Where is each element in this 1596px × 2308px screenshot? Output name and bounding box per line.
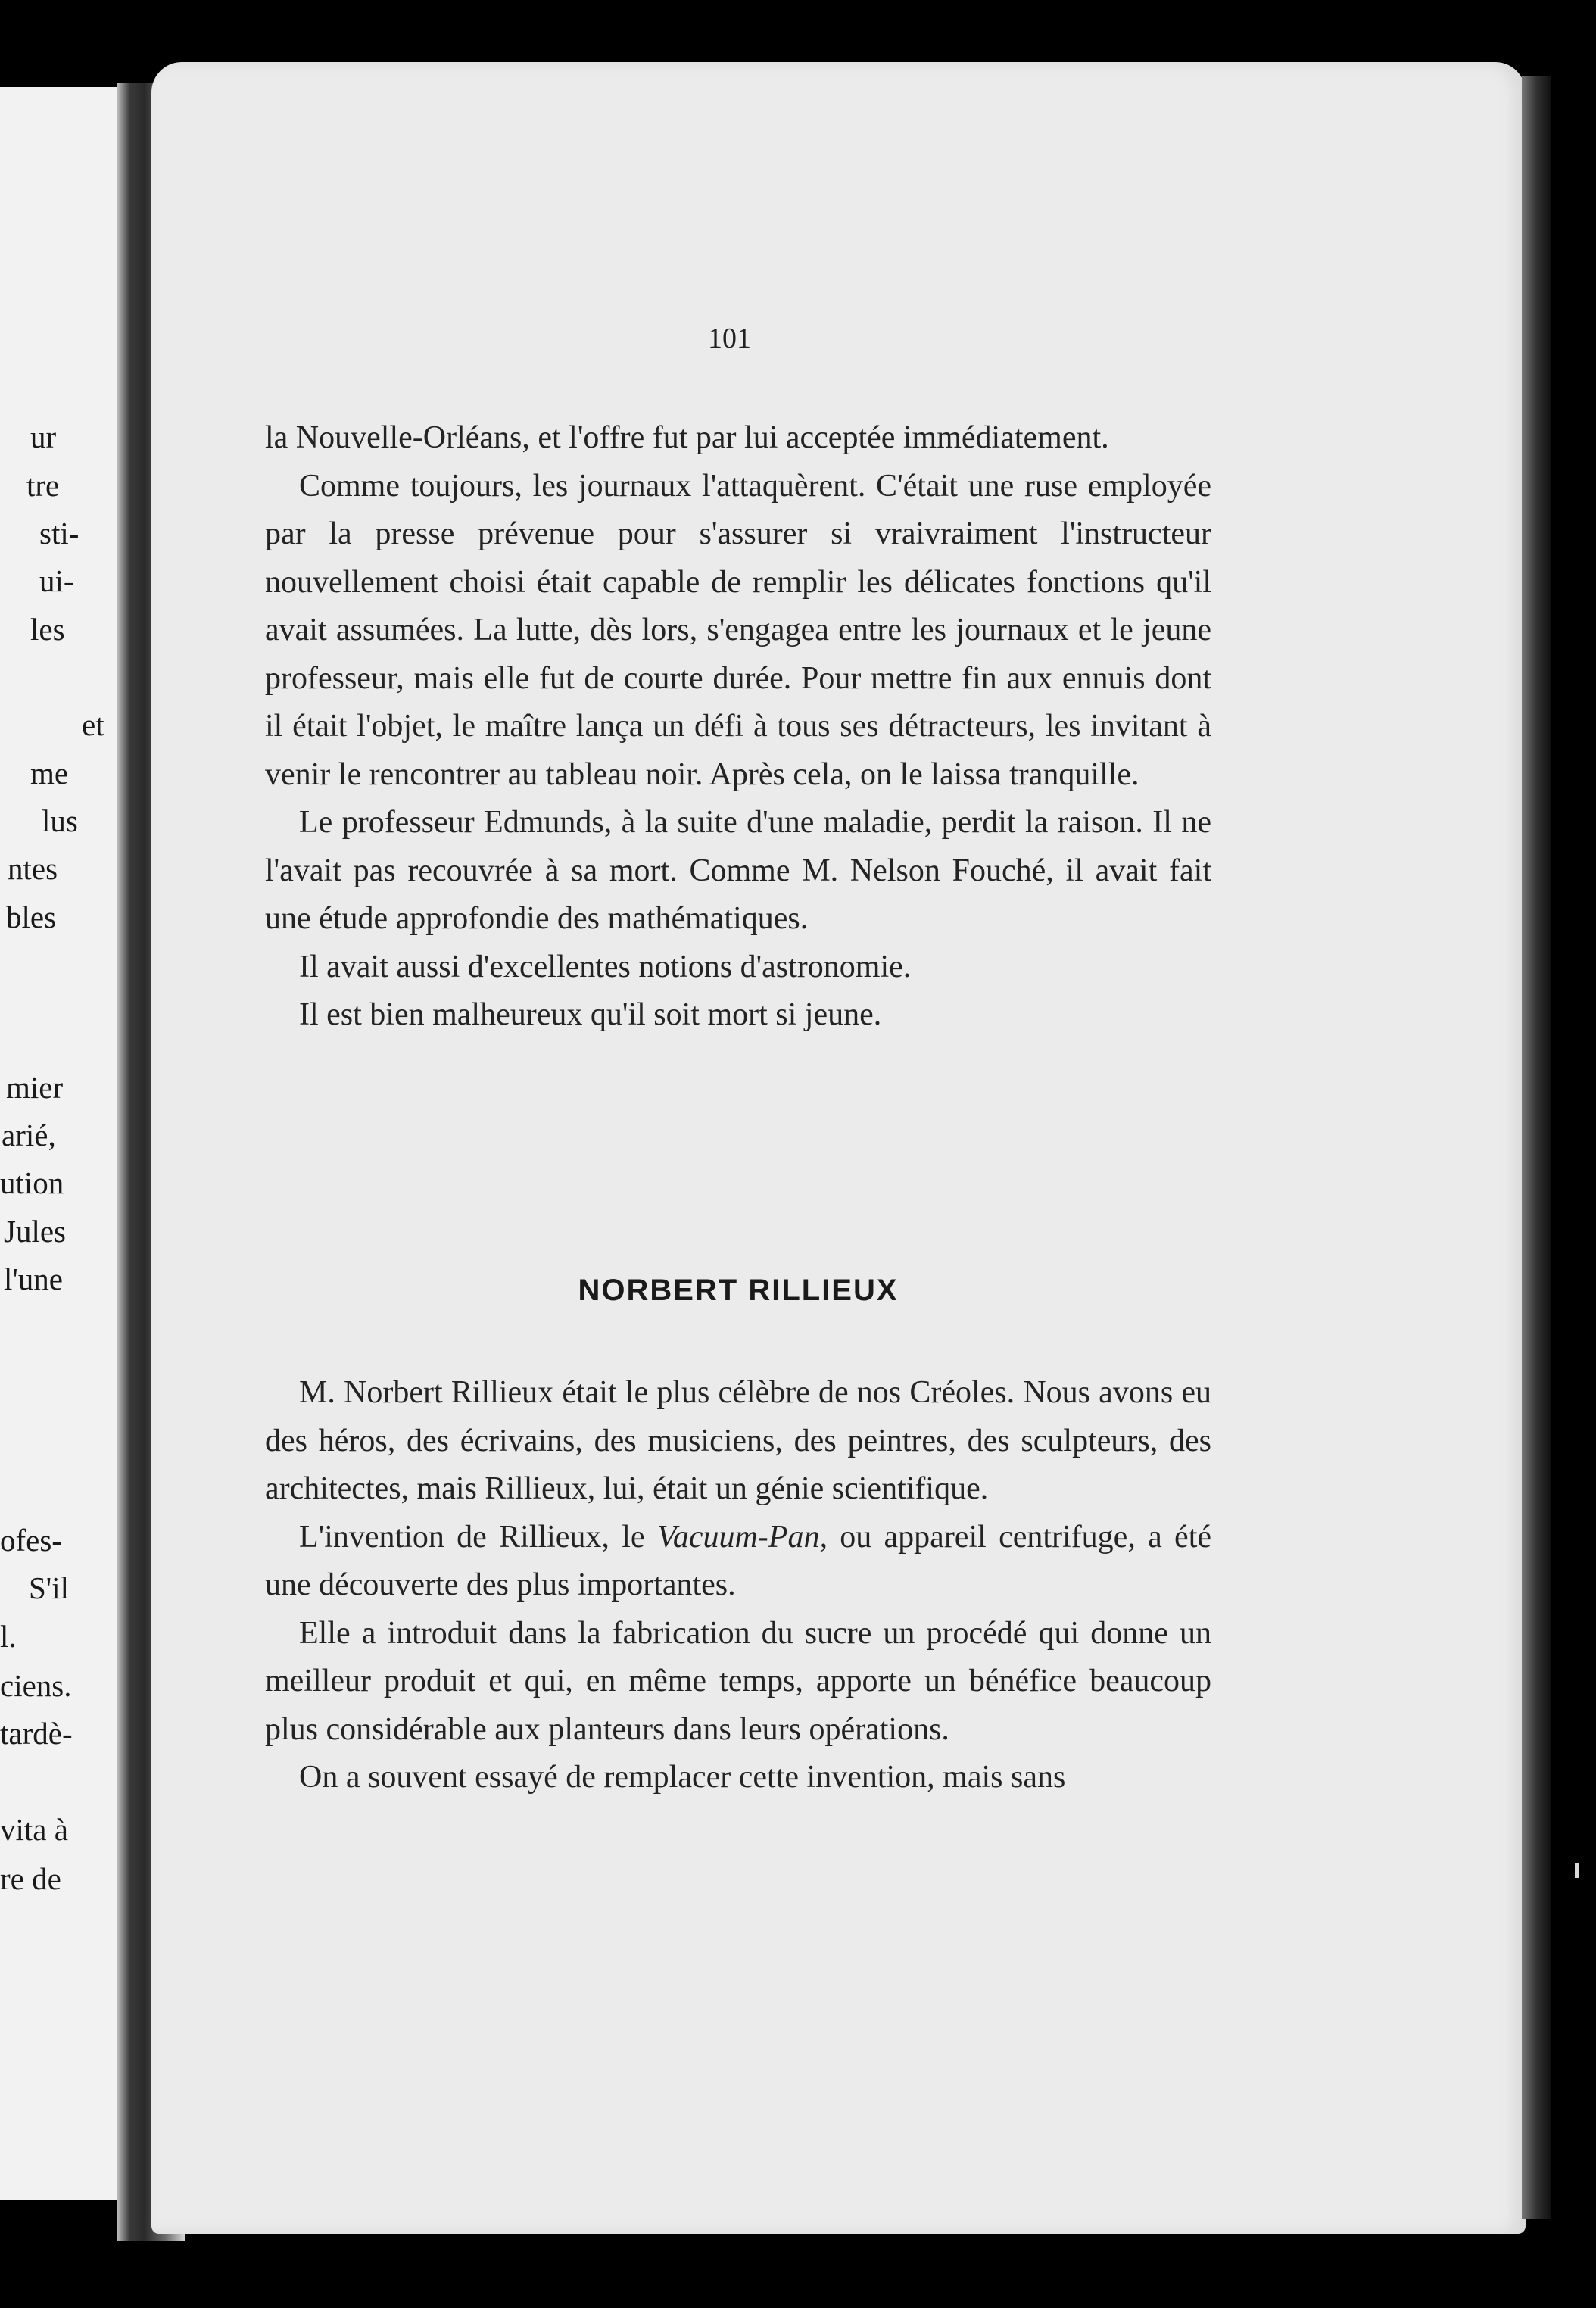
paragraph: On a souvent essayé de remplacer cette invention, mais sans [299, 1760, 1066, 1795]
left-page-fragment: ofes- [0, 1523, 62, 1558]
left-page-fragment: S'il [29, 1570, 69, 1605]
left-page-fragment: sti- [39, 516, 79, 550]
left-page-fragment: Jules [4, 1214, 66, 1249]
left-page-edge [0, 87, 132, 2200]
section-continuation [265, 414, 1211, 1040]
invention-name: Vacuum-Pan, [656, 1519, 828, 1555]
left-page-fragment: ution [0, 1165, 64, 1200]
left-page-fragment: et [82, 707, 104, 742]
right-page [151, 62, 1526, 2234]
paragraph [265, 1514, 1211, 1610]
left-page-fragment: me [30, 756, 69, 791]
left-page-fragment: tre [26, 468, 60, 503]
left-page-fragment: ciens. [0, 1668, 72, 1703]
left-page-fragment: arié, [2, 1118, 56, 1152]
left-page-fragment: lus [42, 803, 78, 838]
paragraph: Elle a introduit dans la fabrication du sucre un procédé qui donne un meilleur produit et qui, en même temps, apporte un bénéfice beaucoup plus considérable aux planteurs dans leurs opérations. [265, 1615, 1211, 1747]
left-page-fragment: mier [6, 1070, 64, 1105]
paragraph: Comme toujours, les journaux l'attaquèrent. C'était une ruse employée par la presse prévenue pour s'assurer si vraivraiment l'instructeur nouvellement choisi était capable de remplir les délicates fonctions qu'il avait assumées. La lutte, dès lors, s'engagea entre les journaux et le jeune professeur, mais elle fut de courte durée. Pour mettre fin aux ennuis dont il était l'objet, le maître lança un défi à tous ses détracteurs, les invitant à venir le rencontrer au tableau noir. Après cela, on le laissa tranquille. [265, 468, 1211, 792]
paragraph: M. Norbert Rillieux était le plus célèbre de nos Créoles. Nous avons eu des héros, des écrivains, des musiciens, des peintres, des sculpteurs, des architectes, mais Rillieux, lui, était un génie scientifique. [265, 1375, 1211, 1506]
scan-artifact [1575, 1863, 1579, 1878]
paragraph: la Nouvelle-Orléans, et l'offre fut par lui acceptée immédiatement. [265, 420, 1109, 455]
left-page-fragment: ur [30, 419, 57, 454]
left-page-fragment: vita à [0, 1812, 68, 1847]
section-heading: NORBERT RILLIEUX [578, 1274, 899, 1307]
paragraph-text: L'invention de Rillieux, le [299, 1519, 657, 1555]
page-number: 101 [708, 323, 751, 354]
section-norbert-rillieux [265, 1369, 1211, 1802]
paragraph: Il avait aussi d'excellentes notions d'astronomie. [299, 949, 912, 984]
left-page-fragment: tardè- [0, 1716, 73, 1751]
left-page-fragment: l. [0, 1619, 17, 1654]
left-page-fragment: bles [6, 900, 57, 934]
left-page-fragment: ui- [39, 563, 74, 598]
paragraph: Le professeur Edmunds, à la suite d'une maladie, perdit la raison. Il ne l'avait pas recouvrée à sa mort. Comme M. Nelson Fouché, il avait fait une étude approfondie des mathématiques. [265, 805, 1211, 936]
paragraph-text: ou appareil centrifuge, a été une découverte des plus importantes. [265, 1519, 1211, 1602]
left-page-fragment: l'une [4, 1262, 63, 1296]
left-page-fragment: les [30, 612, 65, 647]
paragraph: Il est bien malheureux qu'il soit mort si jeune. [299, 997, 882, 1032]
left-page-fragment: re de [0, 1861, 61, 1896]
left-page-fragment: ntes [8, 851, 58, 886]
page-edge-shadow [1522, 76, 1551, 2219]
